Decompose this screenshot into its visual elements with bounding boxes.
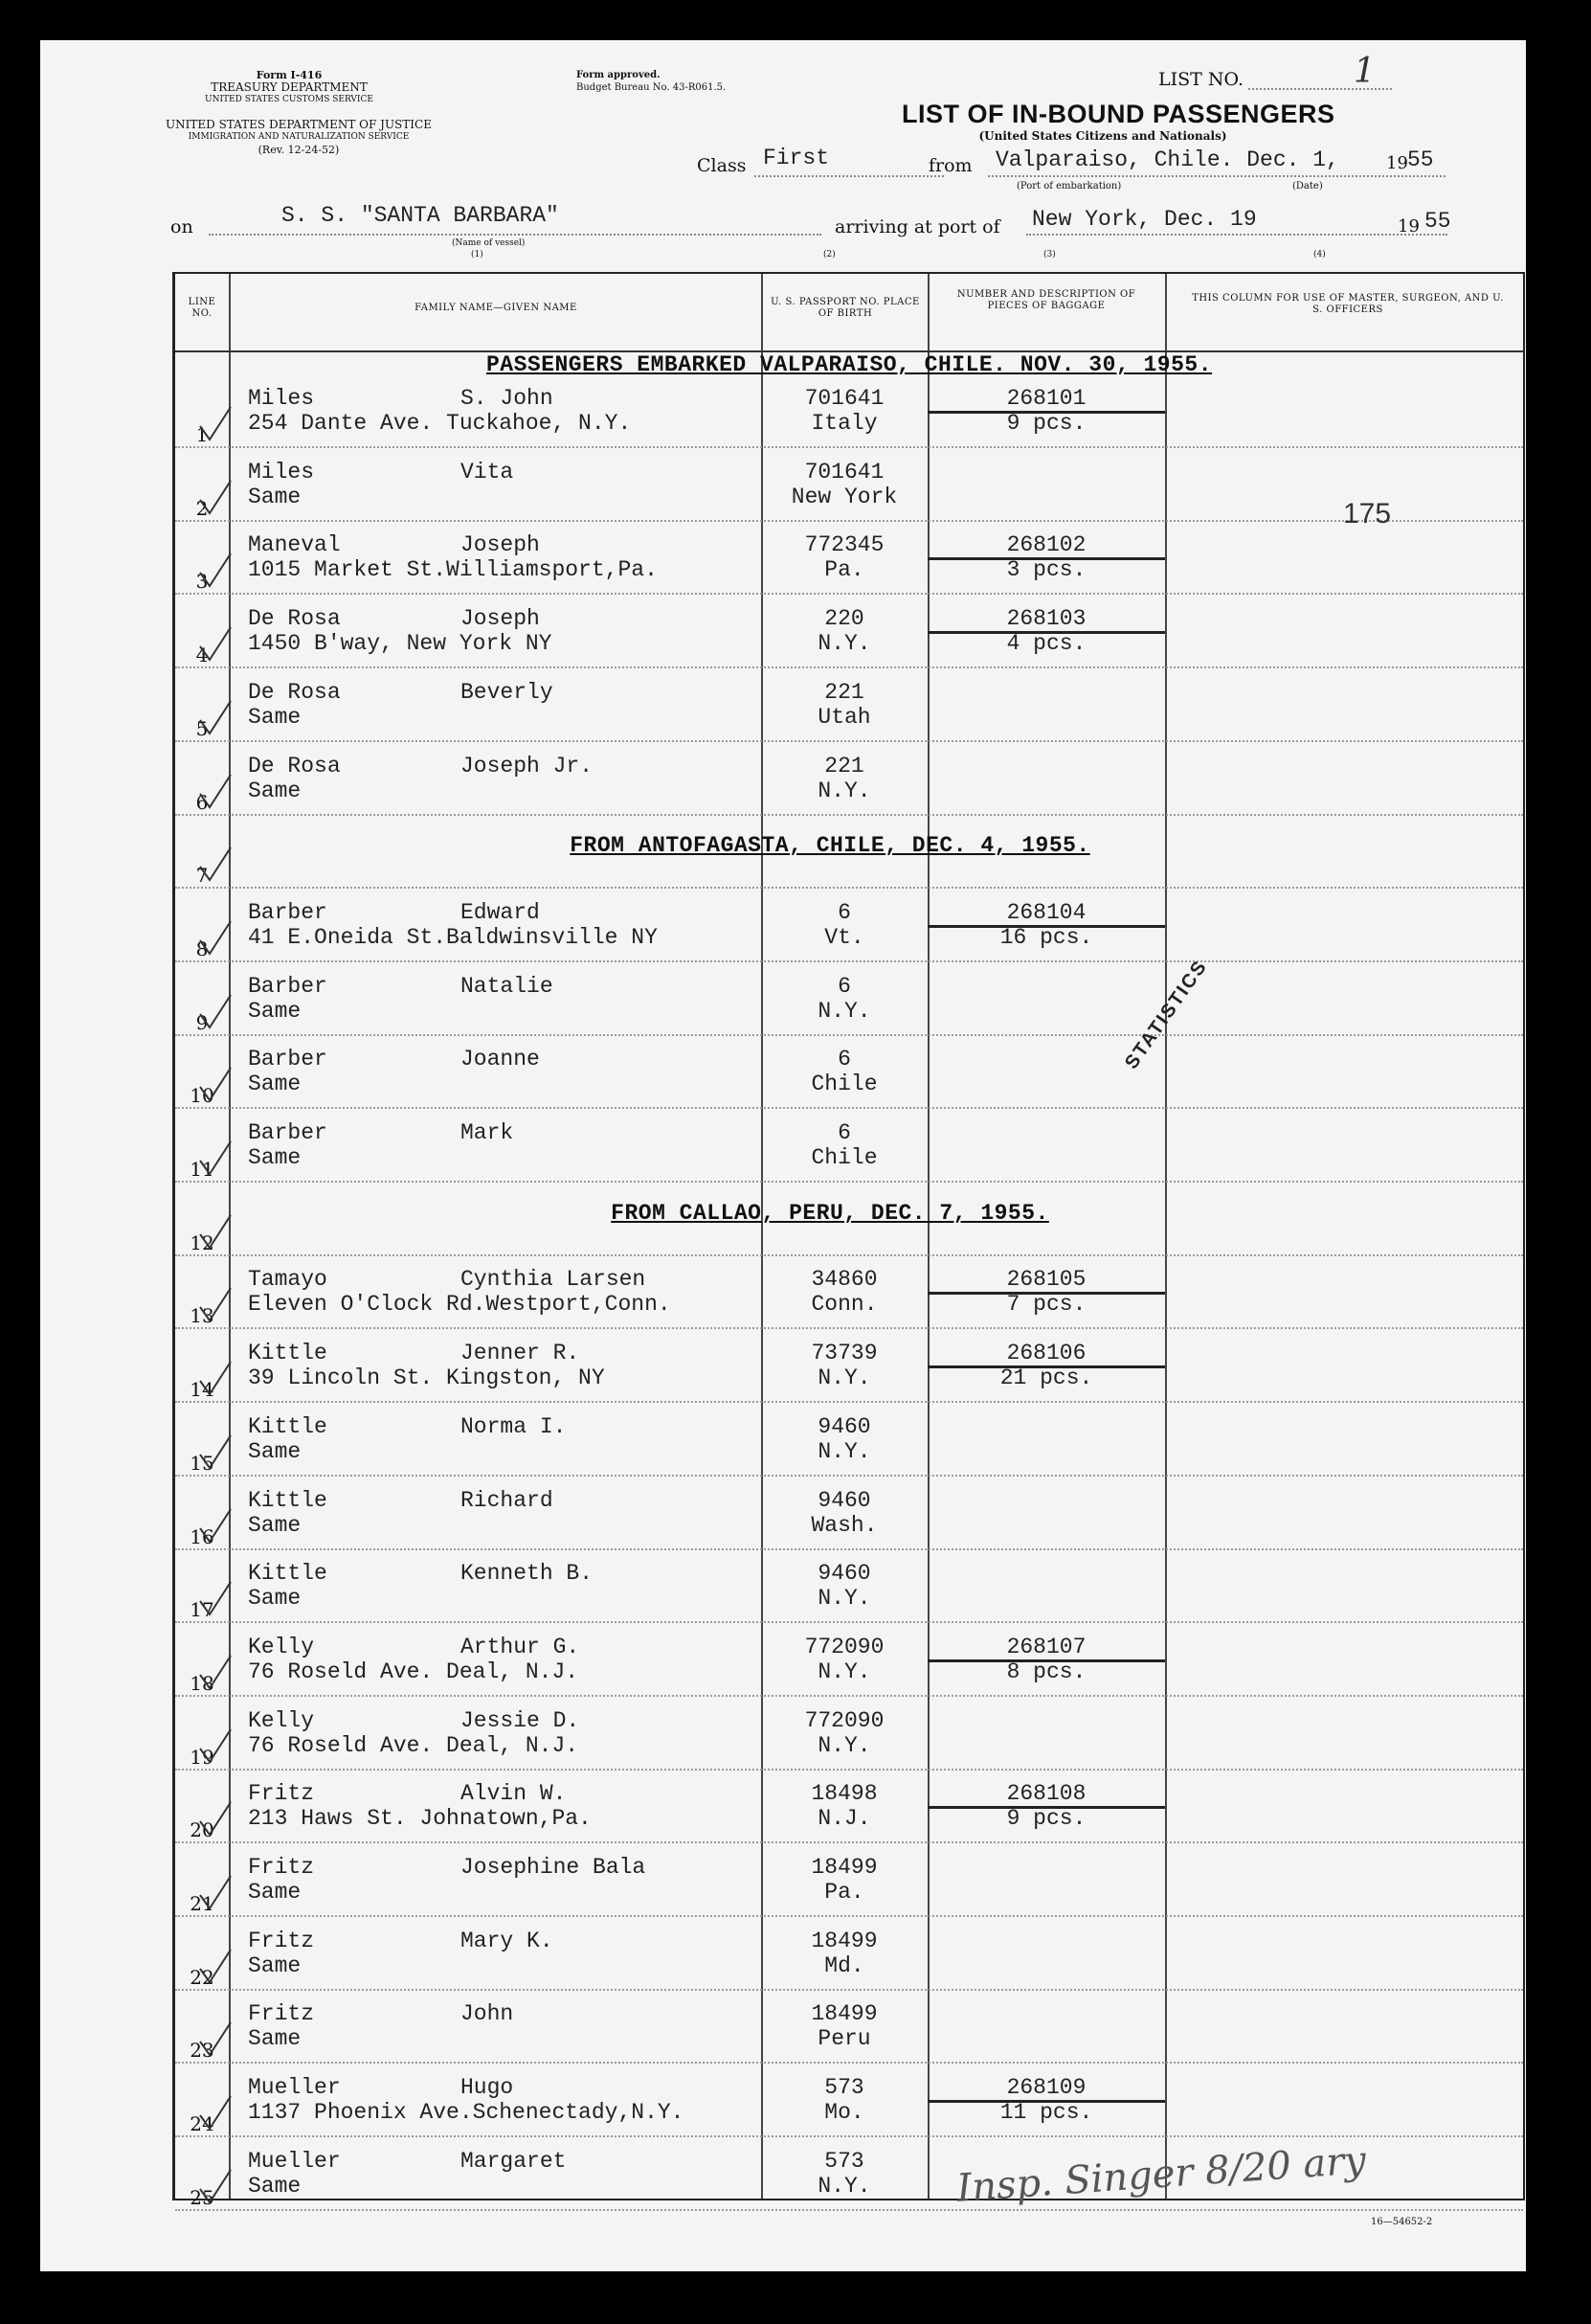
table-row xyxy=(175,1996,1523,2069)
baggage-pieces: 21 pcs. xyxy=(999,1365,1093,1391)
address: 76 Roseld Ave. Deal, N.J. xyxy=(248,1658,579,1684)
address: Same xyxy=(248,1072,302,1097)
statistics-stamp: STATISTICS xyxy=(1121,956,1212,1073)
budget-bureau: Budget Bureau No. 43-R061.5. xyxy=(576,82,727,93)
given-name: Margaret xyxy=(460,2148,567,2174)
immigration-service: IMMIGRATION AND NATURALIZATION SERVICE xyxy=(188,132,410,142)
form-number: Form I-416 xyxy=(256,69,323,81)
address: Same xyxy=(248,1952,302,1978)
line-number: 3 xyxy=(195,570,209,594)
check-mark-icon xyxy=(198,1580,233,1618)
col-header-name: FAMILY NAME—GIVEN NAME xyxy=(415,303,577,313)
line-number: 12 xyxy=(190,1230,214,1254)
family-name: Miles xyxy=(248,459,315,485)
check-mark-icon xyxy=(198,1213,233,1252)
inspector-signature: Insp. Singer 8/20 ary xyxy=(954,2138,1368,2211)
baggage-pieces: 9 pcs. xyxy=(1006,411,1087,436)
row-rule xyxy=(175,740,1523,742)
passport-number: 9460 xyxy=(818,1413,871,1439)
from-label: from xyxy=(929,155,973,176)
place-of-birth: Pa. xyxy=(824,557,864,583)
place-of-birth: Peru xyxy=(818,2026,871,2052)
passport-number: 73739 xyxy=(811,1341,878,1366)
check-mark-icon xyxy=(198,919,233,958)
passport-number: 772090 xyxy=(804,1634,885,1659)
col-num-4: (4) xyxy=(1313,250,1326,259)
check-mark-icon xyxy=(198,1360,233,1398)
arrival-year: 55 xyxy=(1424,209,1451,234)
row-rule xyxy=(175,960,1523,962)
passport-number: 18499 xyxy=(811,1928,878,1953)
given-name: Joseph xyxy=(460,532,540,558)
given-name: Beverly xyxy=(460,679,553,705)
address: 1450 B'way, New York NY xyxy=(248,631,552,657)
given-name: Hugo xyxy=(460,2075,514,2101)
table-row xyxy=(175,1409,1523,1482)
baggage-number: 268104 xyxy=(928,900,1165,928)
line-number: 5 xyxy=(195,716,209,740)
passport-number: 18498 xyxy=(811,1781,878,1807)
check-mark-icon xyxy=(198,1507,233,1546)
passport-number: 701641 xyxy=(804,459,885,485)
list-no-label: LIST NO. xyxy=(1158,69,1244,90)
date-caption: (Date) xyxy=(1292,181,1323,192)
check-mark-icon xyxy=(198,552,233,590)
line-number: 25 xyxy=(190,2185,214,2209)
col-header-baggage: NUMBER AND DESCRIPTION OF PIECES OF BAGGAGE xyxy=(956,289,1136,311)
place-of-birth: Chile xyxy=(811,1145,878,1170)
line-number: 10 xyxy=(190,1084,214,1108)
line-number: 21 xyxy=(190,1892,214,1915)
passport-number: 221 xyxy=(824,679,864,705)
address: Same xyxy=(248,484,302,509)
row-rule xyxy=(175,1254,1523,1256)
line-number: 16 xyxy=(190,1524,214,1548)
family-name: Kittle xyxy=(248,1341,327,1366)
address: 1015 Market St.Williamsport,Pa. xyxy=(248,557,658,583)
passport-number: 772345 xyxy=(804,532,885,558)
place-of-birth: Mo. xyxy=(824,2100,864,2126)
baggage-number: 268101 xyxy=(928,386,1165,414)
row-rule xyxy=(175,1107,1523,1109)
line-number: 9 xyxy=(195,1010,209,1034)
family-name: Barber xyxy=(248,1047,327,1072)
customs-service: UNITED STATES CUSTOMS SERVICE xyxy=(205,95,373,104)
baggage-pieces: 3 pcs. xyxy=(1006,557,1087,583)
given-name: Arthur G. xyxy=(460,1634,580,1659)
family-name: Tamayo xyxy=(248,1267,327,1293)
embark-year: 55 xyxy=(1407,147,1434,172)
check-mark-icon xyxy=(198,1286,233,1324)
place-of-birth: N.Y. xyxy=(818,1658,871,1684)
place-of-birth: N.Y. xyxy=(818,1732,871,1758)
col-num-1: (1) xyxy=(471,250,483,259)
address: Same xyxy=(248,2173,302,2199)
row-rule xyxy=(175,1181,1523,1183)
row-rule xyxy=(175,2135,1523,2137)
place-of-birth: N.Y. xyxy=(818,1438,871,1464)
form-dept-block xyxy=(146,69,433,106)
count-annotation: 175 xyxy=(1343,498,1392,530)
line-number: 15 xyxy=(190,1451,214,1475)
check-mark-icon xyxy=(198,773,233,811)
place-of-birth: N.J. xyxy=(818,1806,871,1832)
place-of-birth: N.Y. xyxy=(818,778,871,803)
row-rule xyxy=(175,1034,1523,1036)
table-row xyxy=(175,1188,1523,1262)
year-prefix-1: 19 xyxy=(1386,153,1408,173)
passport-number: 573 xyxy=(824,2148,864,2174)
table-row xyxy=(175,1115,1523,1188)
arrival-port-date: New York, Dec. 19 xyxy=(1032,207,1257,232)
place-of-birth: N.Y. xyxy=(818,1586,871,1612)
table-row xyxy=(175,748,1523,822)
family-name: De Rosa xyxy=(248,606,341,632)
line-number: 7 xyxy=(195,864,209,888)
place-of-birth: N.Y. xyxy=(818,631,871,657)
col-num-3: (3) xyxy=(1043,250,1056,259)
from-line xyxy=(988,175,1445,177)
check-mark-icon xyxy=(198,1654,233,1692)
given-name: Joanne xyxy=(460,1047,540,1072)
class-label: Class xyxy=(697,155,747,176)
vessel-caption: (Name of vessel) xyxy=(452,238,526,248)
form-revision: (Rev. 12-24-52) xyxy=(258,144,340,156)
table-row xyxy=(175,674,1523,748)
arrival-line xyxy=(1026,234,1447,236)
given-name: Joseph xyxy=(460,606,540,632)
line-number: 2 xyxy=(195,496,209,520)
row-rule xyxy=(175,1841,1523,1843)
line-number: 24 xyxy=(190,2112,214,2136)
given-name: John xyxy=(460,2001,514,2027)
class-value: First xyxy=(763,146,830,170)
table-row xyxy=(175,894,1523,968)
place-of-birth: N.Y. xyxy=(818,2173,871,2199)
row-rule xyxy=(175,1475,1523,1477)
baggage-pieces: 7 pcs. xyxy=(1006,1292,1087,1318)
col-num-2: (2) xyxy=(823,250,836,259)
table-row xyxy=(175,1261,1523,1335)
passport-number: 9460 xyxy=(818,1561,871,1587)
check-mark-icon xyxy=(198,1948,233,1986)
place-of-birth: Wash. xyxy=(811,1512,878,1538)
passport-number: 18499 xyxy=(811,1855,878,1880)
address: 41 E.Oneida St.Baldwinsville NY xyxy=(248,924,658,950)
embark-port-date: Valparaiso, Chile. Dec. 1, xyxy=(996,147,1339,172)
col-header-line: LINE NO. xyxy=(188,297,216,319)
given-name: Joseph Jr. xyxy=(460,753,594,778)
given-name: Cynthia Larsen xyxy=(460,1267,646,1293)
given-name: S. John xyxy=(460,386,553,411)
line-number: 18 xyxy=(190,1671,214,1695)
table-row xyxy=(175,1703,1523,1776)
given-name: Jenner R. xyxy=(460,1341,580,1366)
section-heading-text: FROM ANTOFAGASTA, CHILE, DEC. 4, 1955. xyxy=(570,833,1090,858)
passport-number: 6 xyxy=(838,899,851,925)
family-name: Maneval xyxy=(248,532,341,558)
given-name: Edward xyxy=(460,899,540,925)
check-mark-icon xyxy=(198,2020,233,2059)
baggage-number: 268107 xyxy=(928,1635,1165,1662)
family-name: Fritz xyxy=(248,1781,315,1807)
passport-number: 9460 xyxy=(818,1487,871,1513)
justice-dept: UNITED STATES DEPARTMENT OF JUSTICE xyxy=(166,118,432,131)
check-mark-icon xyxy=(198,405,233,443)
check-mark-icon xyxy=(198,993,233,1031)
baggage-pieces: 16 pcs. xyxy=(999,924,1093,950)
given-name: Richard xyxy=(460,1487,553,1513)
row-rule xyxy=(175,1915,1523,1917)
table-row xyxy=(175,2069,1523,2143)
arriving-label: arriving at port of xyxy=(835,216,1000,237)
place-of-birth: Md. xyxy=(824,1952,864,1978)
form-approved xyxy=(576,69,726,94)
table-row xyxy=(175,1775,1523,1849)
baggage-number: 268105 xyxy=(928,1267,1165,1295)
baggage-number: 268108 xyxy=(928,1781,1165,1809)
family-name: Fritz xyxy=(248,2001,315,2027)
given-name: Kenneth B. xyxy=(460,1561,594,1587)
row-rule xyxy=(175,1327,1523,1329)
address: 1137 Phoenix Ave.Schenectady,N.Y. xyxy=(248,2100,684,2126)
line-number: 19 xyxy=(190,1745,214,1769)
given-name: Vita xyxy=(460,459,514,485)
baggage-pieces: 4 pcs. xyxy=(1006,631,1087,657)
table-row xyxy=(175,527,1523,600)
passport-number: 772090 xyxy=(804,1707,885,1733)
check-mark-icon xyxy=(198,1139,233,1178)
place-of-birth: Pa. xyxy=(824,1880,864,1905)
row-rule xyxy=(175,1401,1523,1403)
line-number: 20 xyxy=(190,1818,214,1842)
row-rule xyxy=(175,1989,1523,1991)
table-row xyxy=(175,1555,1523,1629)
address: Same xyxy=(248,998,302,1024)
table-row xyxy=(175,380,1523,454)
table-row xyxy=(175,1482,1523,1556)
place-of-birth: Italy xyxy=(811,411,878,436)
passport-number: 6 xyxy=(838,1120,851,1145)
check-mark-icon xyxy=(198,846,233,884)
line-number: 17 xyxy=(190,1598,214,1622)
passport-number: 573 xyxy=(824,2075,864,2101)
row-rule xyxy=(175,2062,1523,2064)
given-name: Norma I. xyxy=(460,1413,567,1439)
row-rule xyxy=(175,814,1523,816)
given-name: Mary K. xyxy=(460,1928,553,1953)
passport-number: 18499 xyxy=(811,2001,878,2027)
section-heading-text: PASSENGERS EMBARKED VALPARAISO, CHILE. NOV. 30, 1955. xyxy=(485,352,1213,377)
line-number: 13 xyxy=(190,1304,214,1328)
year-prefix-2: 19 xyxy=(1398,216,1420,237)
passport-number: 34860 xyxy=(811,1267,878,1293)
place-of-birth: Vt. xyxy=(824,924,864,950)
row-rule xyxy=(175,666,1523,668)
on-label: on xyxy=(170,216,193,237)
line-number: 22 xyxy=(190,1965,214,1989)
place-of-birth: N.Y. xyxy=(818,998,871,1024)
row-rule xyxy=(175,1695,1523,1697)
check-mark-icon xyxy=(198,1433,233,1472)
given-name: Mark xyxy=(460,1120,514,1145)
port-embark-caption: (Port of embarkation) xyxy=(1017,181,1122,192)
table-row xyxy=(175,1041,1523,1115)
treasury-dept: TREASURY DEPARTMENT xyxy=(211,80,368,94)
table-row xyxy=(175,968,1523,1042)
given-name: Natalie xyxy=(460,973,553,999)
check-mark-icon xyxy=(198,2094,233,2132)
address: Same xyxy=(248,1145,302,1170)
family-name: Fritz xyxy=(248,1928,315,1953)
table-row xyxy=(175,1629,1523,1703)
baggage-number: 268103 xyxy=(928,606,1165,634)
address: Same xyxy=(248,1438,302,1464)
check-mark-icon xyxy=(198,479,233,517)
passenger-table xyxy=(172,272,1525,2211)
class-line xyxy=(754,175,944,177)
line-number: 1 xyxy=(195,423,209,446)
given-name: Alvin W. xyxy=(460,1781,567,1807)
table-row xyxy=(175,821,1523,894)
passport-number: 701641 xyxy=(804,386,885,411)
given-name: Josephine Bala xyxy=(460,1855,646,1880)
vessel-name: S. S. "SANTA BARBARA" xyxy=(281,203,559,228)
row-rule xyxy=(175,520,1523,522)
baggage-pieces: 9 pcs. xyxy=(1006,1806,1087,1832)
family-name: Kelly xyxy=(248,1634,315,1659)
baggage-number: 268106 xyxy=(928,1341,1165,1368)
list-no-value: 1 xyxy=(1354,52,1376,91)
address: Same xyxy=(248,1512,302,1538)
family-name: Barber xyxy=(248,899,327,925)
line-number: 23 xyxy=(190,2039,214,2063)
passport-number: 220 xyxy=(824,606,864,632)
row-rule xyxy=(175,2209,1523,2211)
section-heading xyxy=(175,352,1523,377)
address: 76 Roseld Ave. Deal, N.J. xyxy=(248,1732,579,1758)
address: 39 Lincoln St. Kingston, NY xyxy=(248,1365,605,1391)
place-of-birth: Chile xyxy=(811,1072,878,1097)
passport-number: 6 xyxy=(838,1047,851,1072)
baggage-pieces: 8 pcs. xyxy=(1006,1658,1087,1684)
family-name: Kelly xyxy=(248,1707,315,1733)
table-row xyxy=(175,1849,1523,1923)
line-number: 6 xyxy=(195,790,209,814)
address: Same xyxy=(248,1586,302,1612)
family-name: Miles xyxy=(248,386,315,411)
baggage-pieces: 11 pcs. xyxy=(999,2100,1093,2126)
baggage-number: 268102 xyxy=(928,532,1165,560)
family-name: De Rosa xyxy=(248,753,341,778)
check-mark-icon xyxy=(198,699,233,737)
line-number: 8 xyxy=(195,936,209,960)
family-name: De Rosa xyxy=(248,679,341,705)
form-title: LIST OF IN-BOUND PASSENGERS xyxy=(902,100,1335,128)
place-of-birth: N.Y. xyxy=(818,1365,871,1391)
given-name: Jessie D. xyxy=(460,1707,580,1733)
table-row xyxy=(175,1923,1523,1997)
family-name: Kittle xyxy=(248,1561,327,1587)
check-mark-icon xyxy=(198,1800,233,1839)
row-rule xyxy=(175,887,1523,889)
form-subtitle: (United States Citizens and Nationals) xyxy=(978,129,1227,143)
manifest-page xyxy=(40,40,1526,2271)
section-heading-text: FROM CALLAO, PERU, DEC. 7, 1955. xyxy=(611,1201,1049,1226)
col-header-passport: U. S. PASSPORT NO. PLACE OF BIRTH xyxy=(771,297,920,319)
check-mark-icon xyxy=(198,1727,233,1766)
address: 213 Haws St. Johnatown,Pa. xyxy=(248,1806,592,1832)
row-rule xyxy=(175,1621,1523,1623)
family-name: Barber xyxy=(248,1120,327,1145)
family-name: Kittle xyxy=(248,1413,327,1439)
family-name: Fritz xyxy=(248,1855,315,1880)
line-number: 14 xyxy=(190,1378,214,1402)
justice-dept-block xyxy=(165,119,433,156)
line-number: 4 xyxy=(195,643,209,667)
table-row xyxy=(175,600,1523,674)
vessel-line xyxy=(209,234,821,236)
table-row xyxy=(175,1335,1523,1409)
passport-number: 6 xyxy=(838,973,851,999)
row-rule xyxy=(175,1548,1523,1550)
place-of-birth: New York xyxy=(791,484,898,509)
approved-text: Form approved. xyxy=(576,70,661,80)
passport-number: 221 xyxy=(824,753,864,778)
address: Eleven O'Clock Rd.Westport,Conn. xyxy=(248,1292,671,1318)
line-number: 11 xyxy=(190,1158,214,1181)
address: Same xyxy=(248,1880,302,1905)
family-name: Mueller xyxy=(248,2148,341,2174)
address: 254 Dante Ave. Tuckahoe, N.Y. xyxy=(248,411,632,436)
place-of-birth: Conn. xyxy=(811,1292,878,1318)
check-mark-icon xyxy=(198,1874,233,1912)
row-rule xyxy=(175,1769,1523,1771)
address: Same xyxy=(248,2026,302,2052)
address: Same xyxy=(248,778,302,803)
family-name: Mueller xyxy=(248,2075,341,2101)
check-mark-icon xyxy=(198,2168,233,2206)
check-mark-icon xyxy=(198,625,233,664)
baggage-number: 268109 xyxy=(928,2075,1165,2103)
check-mark-icon xyxy=(198,1066,233,1104)
address: Same xyxy=(248,704,302,730)
place-of-birth: Utah xyxy=(818,704,871,730)
table-row xyxy=(175,454,1523,528)
family-name: Barber xyxy=(248,973,327,999)
footer-code: 16—54652-2 xyxy=(1371,2217,1433,2227)
row-rule xyxy=(175,593,1523,595)
family-name: Kittle xyxy=(248,1487,327,1513)
row-rule xyxy=(175,446,1523,448)
col-header-officers: THIS COLUMN FOR USE OF MASTER, SURGEON, AND U. S. OFFICERS xyxy=(1192,293,1504,315)
